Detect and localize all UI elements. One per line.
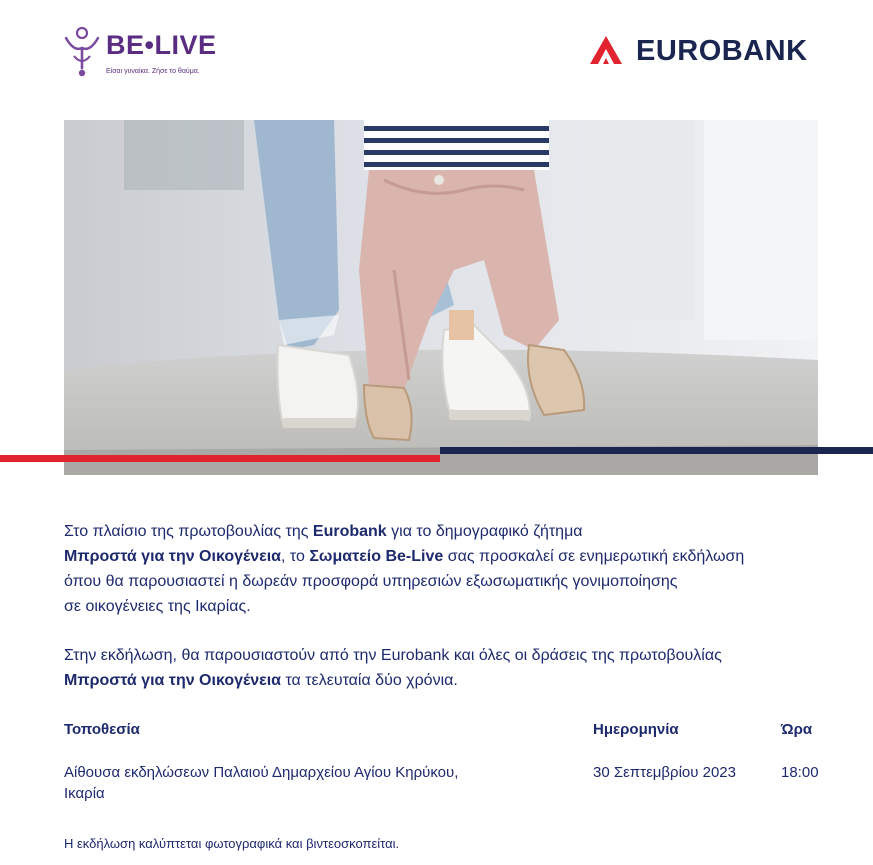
para1-line2: Μπροστά για την Οικογένεια, το Σωματείο Be-Live σας προσκαλεί σε ενημερωτική εκδήλωση xyxy=(64,548,745,565)
belive-tagline: Είσαι γυναίκα. Ζήσε το θαύμα. xyxy=(106,68,200,75)
location-line1: Αίθουσα εκδηλώσεων Παλαιού Δημαρχείου Αγίου Κηρύκου, xyxy=(64,764,459,781)
family-walking-photo xyxy=(64,120,818,475)
hero-photo xyxy=(64,120,818,475)
location-value xyxy=(64,762,534,804)
invitation-paragraph xyxy=(64,519,854,619)
eurobank-wordmark: EUROBANK xyxy=(636,35,808,67)
para2-line2: Μπροστά για την Οικογένεια τα τελευταία δύο χρόνια. xyxy=(64,672,458,689)
footnote: Η εκδήλωση καλύπτεται φωτογραφικά και βιντεοσκοπείται. xyxy=(64,836,400,851)
para2-line1: Στην εκδήλωση, θα παρουσιαστούν από την Eurobank και όλες οι δράσεις της πρωτοβουλίας xyxy=(64,647,722,664)
belive-logo xyxy=(62,24,222,80)
initiative-name-bold: Μπροστά για την Οικογένεια xyxy=(64,548,281,565)
time-value: 18:00 xyxy=(781,764,819,781)
presentation-paragraph xyxy=(64,643,854,693)
eurobank-bold: Eurobank xyxy=(312,523,387,540)
eurobank-logo xyxy=(588,32,828,72)
para1-line4: σε οικογένειες της Ικαρίας. xyxy=(64,598,251,615)
initiative-name-bold: Μπροστά για την Οικογένεια xyxy=(64,672,281,689)
date-header: Ημερομηνία xyxy=(593,721,679,738)
location-header: Τοποθεσία xyxy=(64,721,140,738)
para1-line3: όπου θα παρουσιαστεί η δωρεάν προσφορά υπηρεσιών εξωσωματικής γονιμοποίησης xyxy=(64,573,678,590)
belive-association-bold: Σωματείο Be-Live xyxy=(309,548,444,565)
belive-figure-icon xyxy=(62,26,102,78)
eurobank-mark-icon xyxy=(588,34,624,66)
time-header: Ώρα xyxy=(781,721,813,738)
date-value: 30 Σεπτεμβρίου 2023 xyxy=(593,764,736,781)
belive-wordmark: BE•LIVE xyxy=(106,30,217,60)
red-stripe-divider xyxy=(0,455,440,462)
location-line2: Ικαρία xyxy=(64,785,105,802)
navy-stripe-divider xyxy=(440,447,873,454)
para1-line1: Στο πλαίσιο της πρωτοβουλίας της Eurobank για το δημογραφικό ζήτημα xyxy=(64,523,583,540)
